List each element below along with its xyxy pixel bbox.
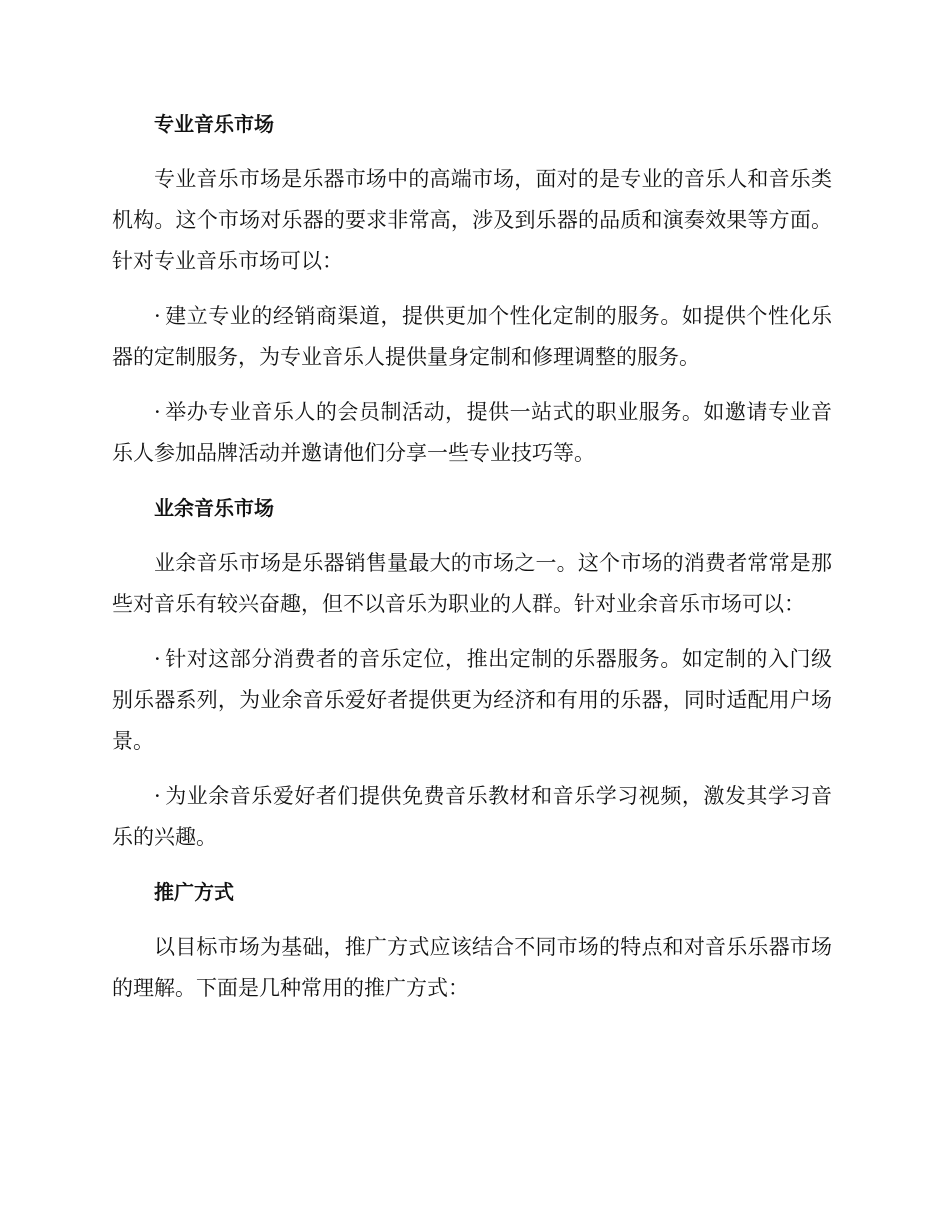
bullet-marker: ·	[154, 784, 161, 808]
bullet-item	[112, 776, 832, 858]
section-heading-promotion: 推广方式	[154, 880, 234, 904]
bullet-item	[112, 392, 832, 474]
bullet-item	[112, 639, 832, 762]
bullet-text: 建立专业的经销商渠道，提供更加个性化定制的服务。如提供个性化乐器的定制服务，为专业音乐人提供量身定制和修理调整的服务。	[112, 304, 832, 369]
section-heading-amateur: 业余音乐市场	[154, 496, 274, 520]
section-intro-promotion: 以目标市场为基础，推广方式应该结合不同市场的特点和对音乐乐器市场的理解。下面是几种常用的推广方式：	[112, 935, 832, 1000]
section-intro-professional: 专业音乐市场是乐器市场中的高端市场，面对的是专业的音乐人和音乐类机构。这个市场对乐器的要求非常高，涉及到乐器的品质和演奏效果等方面。针对专业音乐市场可以：	[112, 167, 832, 273]
bullet-text: 举办专业音乐人的会员制活动，提供一站式的职业服务。如邀请专业音乐人参加品牌活动并邀请他们分享一些专业技巧等。	[112, 400, 832, 465]
bullet-text: 针对这部分消费者的音乐定位，推出定制的乐器服务。如定制的入门级别乐器系列，为业余音乐爱好者提供更为经济和有用的乐器，同时适配用户场景。	[112, 647, 832, 753]
bullet-marker: ·	[154, 647, 161, 671]
section-intro-amateur: 业余音乐市场是乐器销售量最大的市场之一。这个市场的消费者常常是那些对音乐有较兴奋趣，但不以音乐为职业的人群。针对业余音乐市场可以：	[112, 551, 832, 616]
document-body	[112, 104, 832, 1023]
bullet-item	[112, 296, 832, 378]
bullet-marker: ·	[154, 304, 161, 328]
bullet-marker: ·	[154, 400, 161, 424]
section-heading-professional: 专业音乐市场	[154, 112, 274, 136]
bullet-text: 为业余音乐爱好者们提供免费音乐教材和音乐学习视频，激发其学习音乐的兴趣。	[112, 784, 832, 849]
